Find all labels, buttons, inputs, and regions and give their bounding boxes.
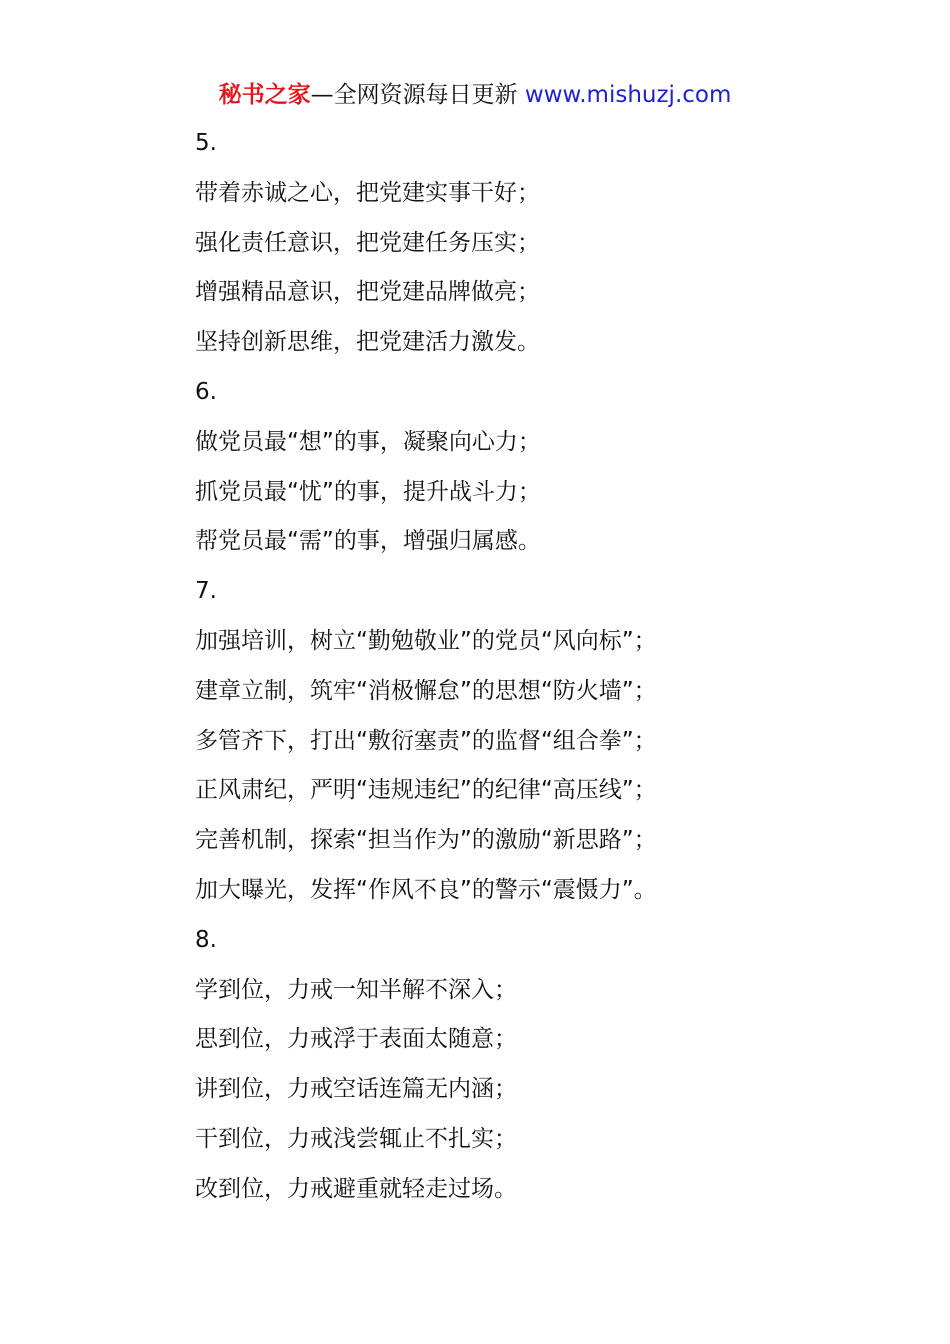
text-line: 帮党员最“需”的事，增强归属感。 <box>195 528 541 555</box>
text-line: 加大曝光，发挥“作风不良”的警示“震慑力”。 <box>195 876 657 903</box>
text-line: 带着赤诚之心，把党建实事干好； <box>195 179 540 206</box>
site-url-link[interactable]: www.mishuzj.com <box>524 82 732 108</box>
site-slogan: —全网资源每日更新 <box>310 82 518 108</box>
site-header <box>0 80 950 110</box>
text-line: 坚持创新思维，把党建活力激发。 <box>195 329 540 356</box>
section-number: 8. <box>195 926 217 953</box>
text-line: 抓党员最“忧”的事，提升战斗力； <box>195 478 541 505</box>
document-body <box>195 119 935 1215</box>
text-line: 干到位，力戒浅尝辄止不扎实； <box>195 1125 517 1152</box>
text-line: 思到位，力戒浮于表面太随意； <box>195 1026 517 1053</box>
section-number: 5. <box>195 130 217 156</box>
text-line: 完善机制，探索“担当作为”的激励“新思路”； <box>195 827 657 854</box>
text-line: 改到位，力戒避重就轻走过场。 <box>195 1175 517 1202</box>
text-line: 加强培训，树立“勤勉敬业”的党员“风向标”； <box>195 627 657 654</box>
section-number: 6. <box>195 378 217 405</box>
text-line: 建章立制，筑牢“消极懈怠”的思想“防火墙”； <box>195 677 657 704</box>
site-brand: 秘书之家 <box>218 82 311 108</box>
text-line: 学到位，力戒一知半解不深入； <box>195 976 517 1003</box>
text-line: 多管齐下，打出“敷衍塞责”的监督“组合拳”； <box>195 727 657 754</box>
section-number: 7. <box>195 578 217 605</box>
text-line: 做党员最“想”的事，凝聚向心力； <box>195 428 541 455</box>
text-line: 强化责任意识，把党建任务压实； <box>195 229 540 256</box>
text-line: 增强精品意识，把党建品牌做亮； <box>195 279 540 306</box>
text-line: 正风肃纪，严明“违规违纪”的纪律“高压线”； <box>195 777 657 804</box>
text-line: 讲到位，力戒空话连篇无内涵； <box>195 1076 517 1103</box>
